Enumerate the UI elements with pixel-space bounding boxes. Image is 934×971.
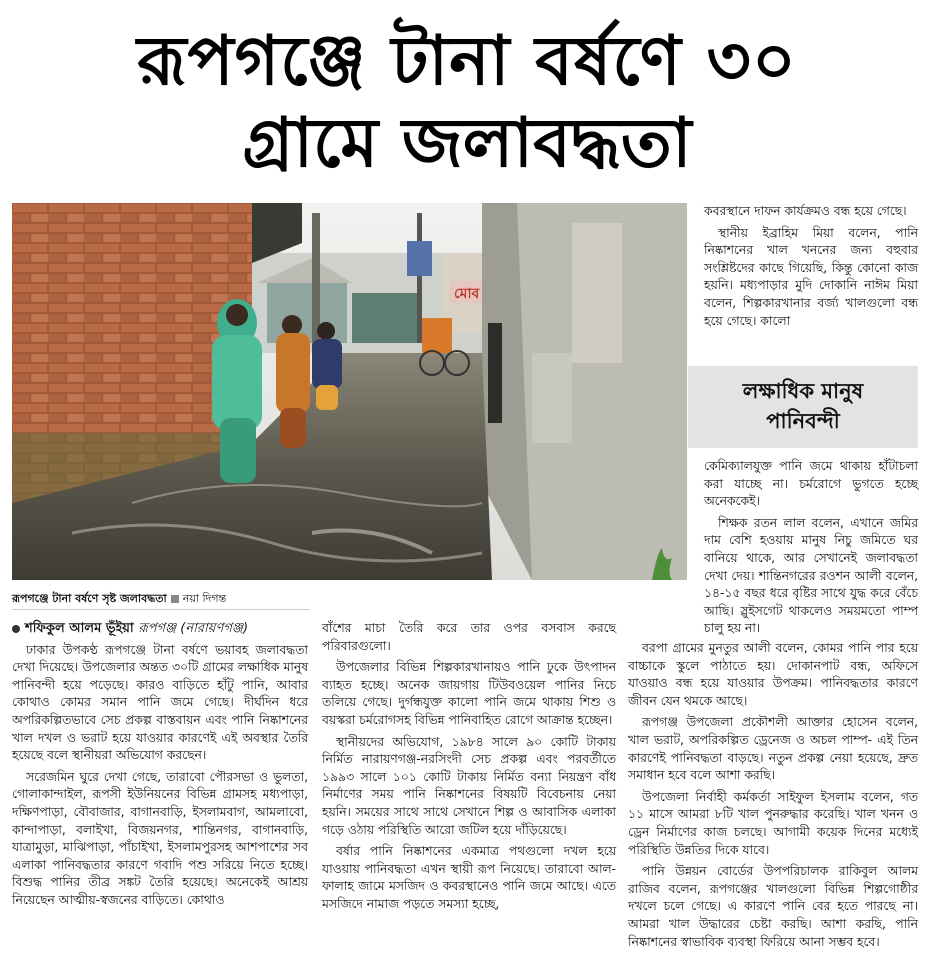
paragraph: শিক্ষক রতন লাল বলেন, এখানে জমির দাম বেশি হওয়ায় মানুষ নিচু জমিতে ঘর বানিয়ে থাকে, আর সেখানেই জলাবদ্ধতা দেখা দেয়। শান্তিনগরের রওশন আলী বলেন, ১৪-১৫ বছর ধরে বৃষ্টির সাথে যুদ্ধ করে বেঁচে আছি। স্লুইসগেট থাকলেও সময়মতো পাম্প চালু হয় না। bbox=[704, 515, 918, 636]
caption-credit: নয়া দিগন্ত bbox=[182, 592, 227, 605]
column-2 bbox=[322, 620, 616, 918]
column-3-top bbox=[704, 203, 918, 334]
subheading-line-2: পানিবন্দী bbox=[766, 409, 840, 433]
caption-text: রূপগঞ্জে টানা বর্ষণে সৃষ্ট জলাবদ্ধতা bbox=[12, 592, 167, 605]
column-3-bottom bbox=[628, 640, 918, 955]
bullet-icon bbox=[12, 625, 20, 633]
byline-author: শফিকুল আলম ভূঁইয়া bbox=[25, 621, 134, 636]
headline-line-1: রূপগঞ্জে টানা বর্ষণে ৩০ bbox=[137, 22, 797, 101]
news-photo bbox=[12, 203, 687, 580]
paragraph: বাঁশের মাচা তৈরি করে তার ওপর বসবাস করছে পরিবারগুলো। bbox=[322, 621, 616, 653]
byline-location: রূপগঞ্জ (নারায়ণগঞ্জ) bbox=[138, 621, 249, 636]
paragraph: স্থানীয় ইব্রাহিম মিয়া বলেন, পানি নিষ্কাশনের খাল খননের জন্য বহুবার সংশ্লিষ্টদের কাছে গিয়েছি, কিন্তু কোনো কাজ হয়নি। মধ্যপাড়ার মুদি দোকানি নাঈম মিয়া বলেন, শিল্পকারখানার বর্জ্য খালগুলো বন্ধ হয়ে গেছে। কালো bbox=[704, 225, 918, 328]
paragraph: ঢাকার উপকণ্ঠ রূপগঞ্জে টানা বর্ষণে ভয়াবহ জলাবদ্ধতা দেখা দিয়েছে। উপজেলার অন্তত ৩০টি গ্রামের লক্ষাধিক মানুষ পানিবন্দী হয়ে পড়েছে। কারও বাড়িতে হাঁটু পানি, আবার কোথাও কোমর সমান পানি জমে গেছে। দীর্ঘদিন ধরে অপরিকল্পিতভাবে সেচ প্রকল্প বাস্তবায়ন এবং পানি নিষ্কাশনের খাল দখল ও ভরাট হয়ে যাওয়ার কারণেই এই অবস্থার তৈরি হয়েছে বলে স্থানীয়রা অভিযোগ করছেন। bbox=[12, 642, 308, 763]
shop-sign: মোব bbox=[454, 286, 480, 302]
flooded-street-photo bbox=[12, 203, 687, 580]
paragraph: পানি উন্নয়ন বোর্ডের উপপরিচালক রাকিবুল আলম রাজিব বলেন, রূপগঞ্জের খালগুলো বিভিন্ন শিল্পগোষ্ঠীর দখলে চলে গেছে। এ কারণে পানি বের হতে পারছে না। আমরা খাল উদ্ধারের চেষ্টা করছি। আশা করছি, পানি নিষ্কাশনের স্বাভাবিক ব্যবস্থা ফিরিয়ে আনা সম্ভব হবে। bbox=[628, 864, 918, 949]
paragraph: কেমিক্যালযুক্ত পানি জমে থাকায় হাঁটাচলা করা যাচ্ছে না। চর্মরোগে ভুগতে হচ্ছে অনেককেই। bbox=[704, 459, 918, 509]
paragraph: বর্ষার পানি নিষ্কাশনের একমাত্র পথগুলো দখল হয়ে যাওয়ায় পানিবদ্ধতা এখন স্থায়ী রূপ নিয়েছে। তারাবো আল-ফালাহ জামে মসজিদ ও কবরস্থানেও পানি জমে আছে। এতে মসজিদে নামাজ পড়তে সমস্যা হচ্ছে, bbox=[322, 844, 616, 911]
paragraph: উপজেলা নির্বাহী কর্মকর্তা সাইফুল ইসলাম বলেন, গত ১১ মাসে আমরা ৮টি খাল পুনরুদ্ধার করেছি। খাল খনন ও ড্রেন নির্মাণের কাজ চলছে। আগামী কয়েক দিনের মধ্যেই পরিস্থিতি উন্নতির দিকে যাবে। bbox=[628, 789, 918, 857]
paragraph: স্থানীয়দের অভিযোগ, ১৯৮৪ সালে ৯০ কোটি টাকায় নির্মিত নারায়ণগঞ্জ-নরসিংদী সেচ প্রকল্প এবং পরবর্তীতে ১৯৯৩ সালে ১০১ কোটি টাকায় নির্মিত বন্যা নিয়ন্ত্রণ বাঁধ নির্মাণের সময় পানি নিষ্কাশনের বিষয়টি বিবেচনায় নেয়া হয়নি। সময়ের সাথে সাথে সেখানে শিল্প ও আবাসিক এলাকা গড়ে ওঠায় পরিস্থিতি আরো জটিল হয়ে দাঁড়িয়েছে। bbox=[322, 734, 616, 837]
column-rule bbox=[12, 609, 310, 610]
subheading-line-1: লক্ষাধিক মানুষ bbox=[742, 379, 864, 403]
paragraph: বরপা গ্রামের মুনতুর আলী বলেন, কোমর পানি পার হয়ে বাচ্চাকে স্কুলে পাঠাতে হয়। দোকানপাট বন্ধ, অফিসে যাওয়াও বন্ধ হয়ে যাওয়ার উপক্রম। পানিবদ্ধতার কারণে জীবন যেন থমকে আছে। bbox=[628, 641, 918, 708]
column-3-middle bbox=[704, 458, 918, 642]
paragraph: কবরস্থানে দাফন কার্যক্রমও বন্ধ হয়ে গেছে। bbox=[704, 204, 907, 218]
column-1 bbox=[12, 620, 308, 914]
byline bbox=[12, 620, 308, 638]
person-2 bbox=[276, 315, 310, 448]
headline-line-2: গ্রামে জলাবদ্ধতা bbox=[242, 104, 692, 183]
subheading bbox=[688, 366, 918, 448]
paragraph: রূপগঞ্জ উপজেলা প্রকৌশলী আক্তার হোসেন বলেন, খাল ভরাট, অপরিকল্পিত ড্রেনেজ ও অচল পাম্প- এই তিন কারণেই পানিবদ্ধতা বাড়ছে। নতুন প্রকল্প নেয়া হয়েছে, দ্রুত সমাধান হবে বলে আশা করছি। bbox=[628, 715, 918, 783]
paragraph: সরেজমিন ঘুরে দেখা গেছে, তারাবো পৌরসভা ও ভুলতা, গোলাকান্দাইল, রূপসী ইউনিয়নের বিভিন্ন গ্রামসহ মধ্যপাড়া, দক্ষিণপাড়া, বৌবাজার, বাগানবাড়ি, ইসলামবাগ, আমলাবো, কান্দাপাড়া, বলাইখা, বিজয়নগর, শান্তিনগর, বাগানবাড়ি, যাত্রামুড়া, মাঝিপাড়া, পাঁচাইখা, ইসলামপুরসহ আশপাশের সব এলাকা পানিবদ্ধতার কারণে গবাদি পশু সরিয়ে নিতে হচ্ছে। বিশুদ্ধ পানির তীব্র সঙ্কট তৈরি হয়েছে। অনেকেই আশ্রয় নিয়েছেন আত্মীয়-স্বজনের বাড়িতে। কোথাও bbox=[12, 769, 308, 907]
caption-square-icon bbox=[171, 595, 179, 603]
paragraph: উপজেলার বিভিন্ন শিল্পকারখানায়ও পানি ঢুকে উৎপাদন ব্যাহত হচ্ছে। অনেক জায়গায় টিউবওয়েল পানির নিচে তলিয়ে গেছে। দুর্গন্ধযুক্ত কালো পানি জমে থাকায় শিশু ও বয়স্করা চর্মরোগসহ বিভিন্ন পানিবাহিত রোগে আক্রান্ত হচ্ছেন। bbox=[322, 660, 616, 727]
photo-caption bbox=[12, 590, 687, 609]
